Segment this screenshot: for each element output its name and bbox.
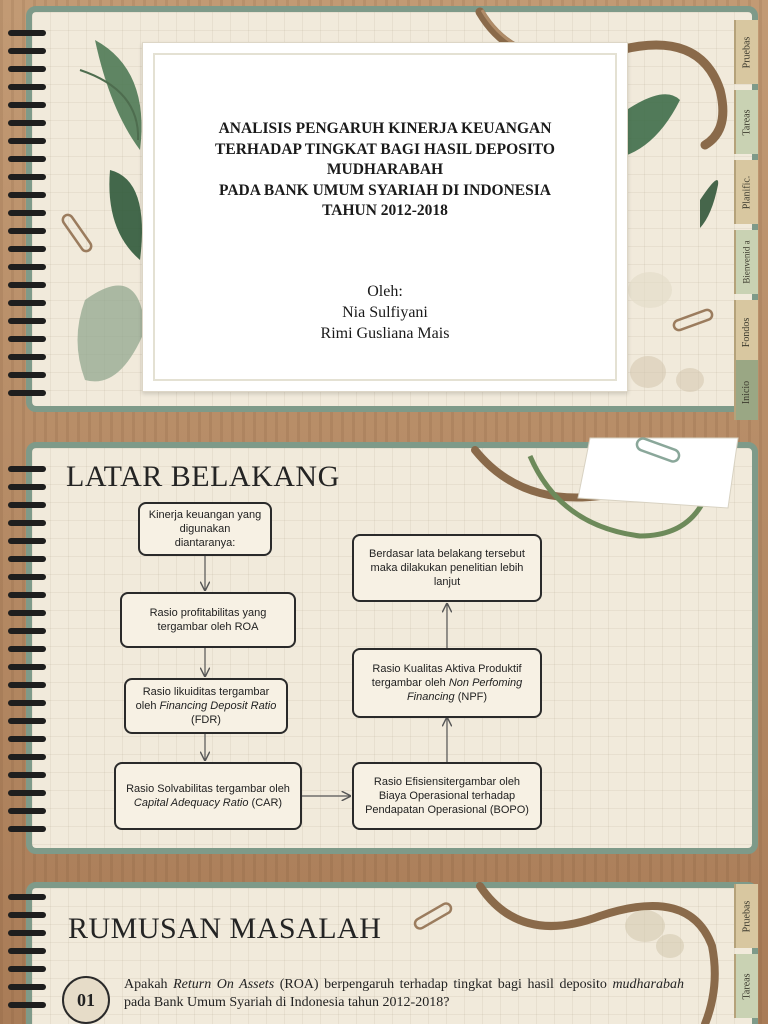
presentation-title: ANALISIS PENGARUH KINERJA KEUANGAN TERHADAP TINGKAT BAGI HASIL DEPOSITO MUDHARABAH PADA BANK UMUM SYARIAH DI INDONESIA TAHUN 2012-2018 xyxy=(215,120,555,219)
flow-box-car: Rasio Solvabilitas tergambar oleh Capital Adequacy Ratio (CAR) xyxy=(114,762,302,830)
flow-box-roa: Rasio profitabilitas yang tergambar oleh ROA xyxy=(120,592,296,648)
slide-heading: RUMUSAN MASALAH xyxy=(68,912,382,945)
flow-box-fdr: Rasio likuiditas tergambar oleh Financing Deposit Ratio (FDR) xyxy=(124,678,288,734)
authors-block xyxy=(163,281,607,344)
flow-box-lanjut: Berdasar lata belakang tersebut maka dilakukan penelitian lebih lanjut xyxy=(352,534,542,602)
flow-box-kinerja: Kinerja keuangan yang digunakan diantaranya: xyxy=(138,502,272,556)
slide-heading: LATAR BELAKANG xyxy=(66,460,340,493)
by-label: Oleh: xyxy=(367,283,403,300)
problem-slide xyxy=(0,876,768,1024)
tab-bienvenida[interactable]: Bienvenid a xyxy=(734,230,758,294)
author-name: Rimi Gusliana Mais xyxy=(320,325,450,342)
author-name: Nia Sulfiyani xyxy=(342,304,428,321)
title-card xyxy=(142,42,628,392)
tab-pruebas[interactable]: Pruebas xyxy=(734,20,758,84)
tab-pruebas[interactable]: Pruebas xyxy=(734,884,758,948)
tab-planific[interactable]: Planific. xyxy=(734,160,758,224)
tab-fondos[interactable]: Fondos xyxy=(734,300,758,364)
flow-box-bopo: Rasio Efisiensitergambar oleh Biaya Operasional terhadap Pendapatan Operasional (BOPO) xyxy=(352,762,542,830)
tab-tareas[interactable]: Tareas xyxy=(734,954,758,1018)
title-slide xyxy=(0,0,768,420)
item-number-badge: 01 xyxy=(62,976,110,1024)
flow-box-npf: Rasio Kualitas Aktiva Produktif tergambar oleh Non Perfoming Financing (NPF) xyxy=(352,648,542,718)
notebook-spiral xyxy=(8,890,48,1010)
tab-tareas[interactable]: Tareas xyxy=(734,90,758,154)
research-question: Apakah Return On Assets (ROA) berpengaruh terhadap tingkat bagi hasil deposito mudharabah pada Bank Umum Syariah di Indonesia tahun 2012-2018? xyxy=(124,977,684,1010)
notebook-spiral xyxy=(8,14,48,406)
background-slide xyxy=(0,436,768,862)
tab-inicio[interactable]: Inicio xyxy=(734,360,758,420)
